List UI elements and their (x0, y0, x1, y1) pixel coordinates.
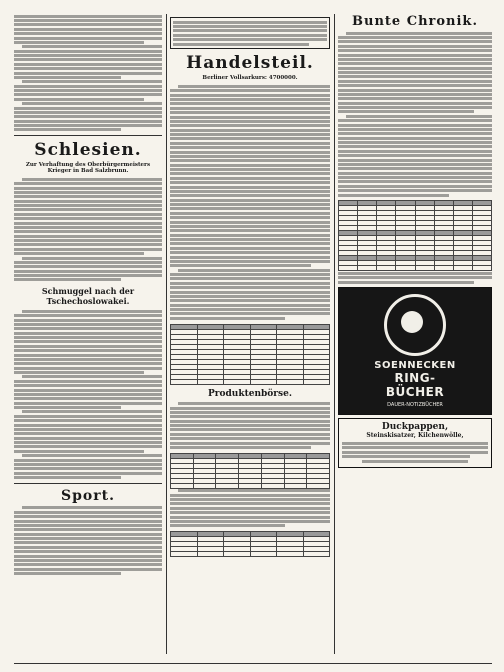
ad-brand: SOENNECKEN (374, 360, 456, 372)
ad-line: RING- (394, 371, 436, 386)
text-block (14, 14, 162, 132)
text-block (14, 177, 162, 282)
boxed-notice (170, 17, 330, 49)
ad-subtitle: DAUER-NOTIZBÜCHER (387, 402, 443, 409)
weather-table (338, 200, 492, 271)
text-block (338, 271, 492, 284)
column-left (14, 14, 162, 579)
section-heading: Sport. (61, 487, 115, 504)
ad-title: Duckpappen, (381, 422, 449, 433)
column-divider (334, 14, 335, 654)
logo-icon (384, 294, 446, 356)
section-subheading: Zur Verhaftung des Oberbürgermeisters Krieger in Bad Salzbrunn. (25, 162, 151, 175)
text-block (14, 506, 162, 576)
ad-line: BÜCHER (385, 385, 445, 400)
text-block (170, 489, 330, 528)
column-middle (170, 14, 330, 557)
section-subheading: Berliner Vollsarkurs: 4700000. (202, 75, 298, 82)
text-block (170, 84, 330, 320)
footer-rule (14, 663, 492, 664)
advertisement-duckpappen (338, 418, 492, 468)
advertisement-soennecken (338, 287, 492, 415)
text-block (338, 31, 492, 197)
commodity-table (170, 453, 330, 489)
price-table (170, 531, 330, 557)
column-divider (166, 14, 167, 654)
section-heading: Produktenbörse. (208, 388, 292, 399)
text-block (170, 402, 330, 450)
section-heading: Handelsteil. (186, 53, 314, 74)
section-heading: Bunte Chronik. (352, 14, 478, 29)
section-heading: Schlesien. (34, 140, 142, 161)
ad-line: Steinskisatzer, Kilchenwölle, (366, 432, 464, 440)
column-right (338, 14, 492, 468)
section-heading: Schmuggel nach der Tschechoslowakei. (41, 286, 135, 307)
stock-table (170, 324, 330, 385)
text-block (14, 309, 162, 480)
